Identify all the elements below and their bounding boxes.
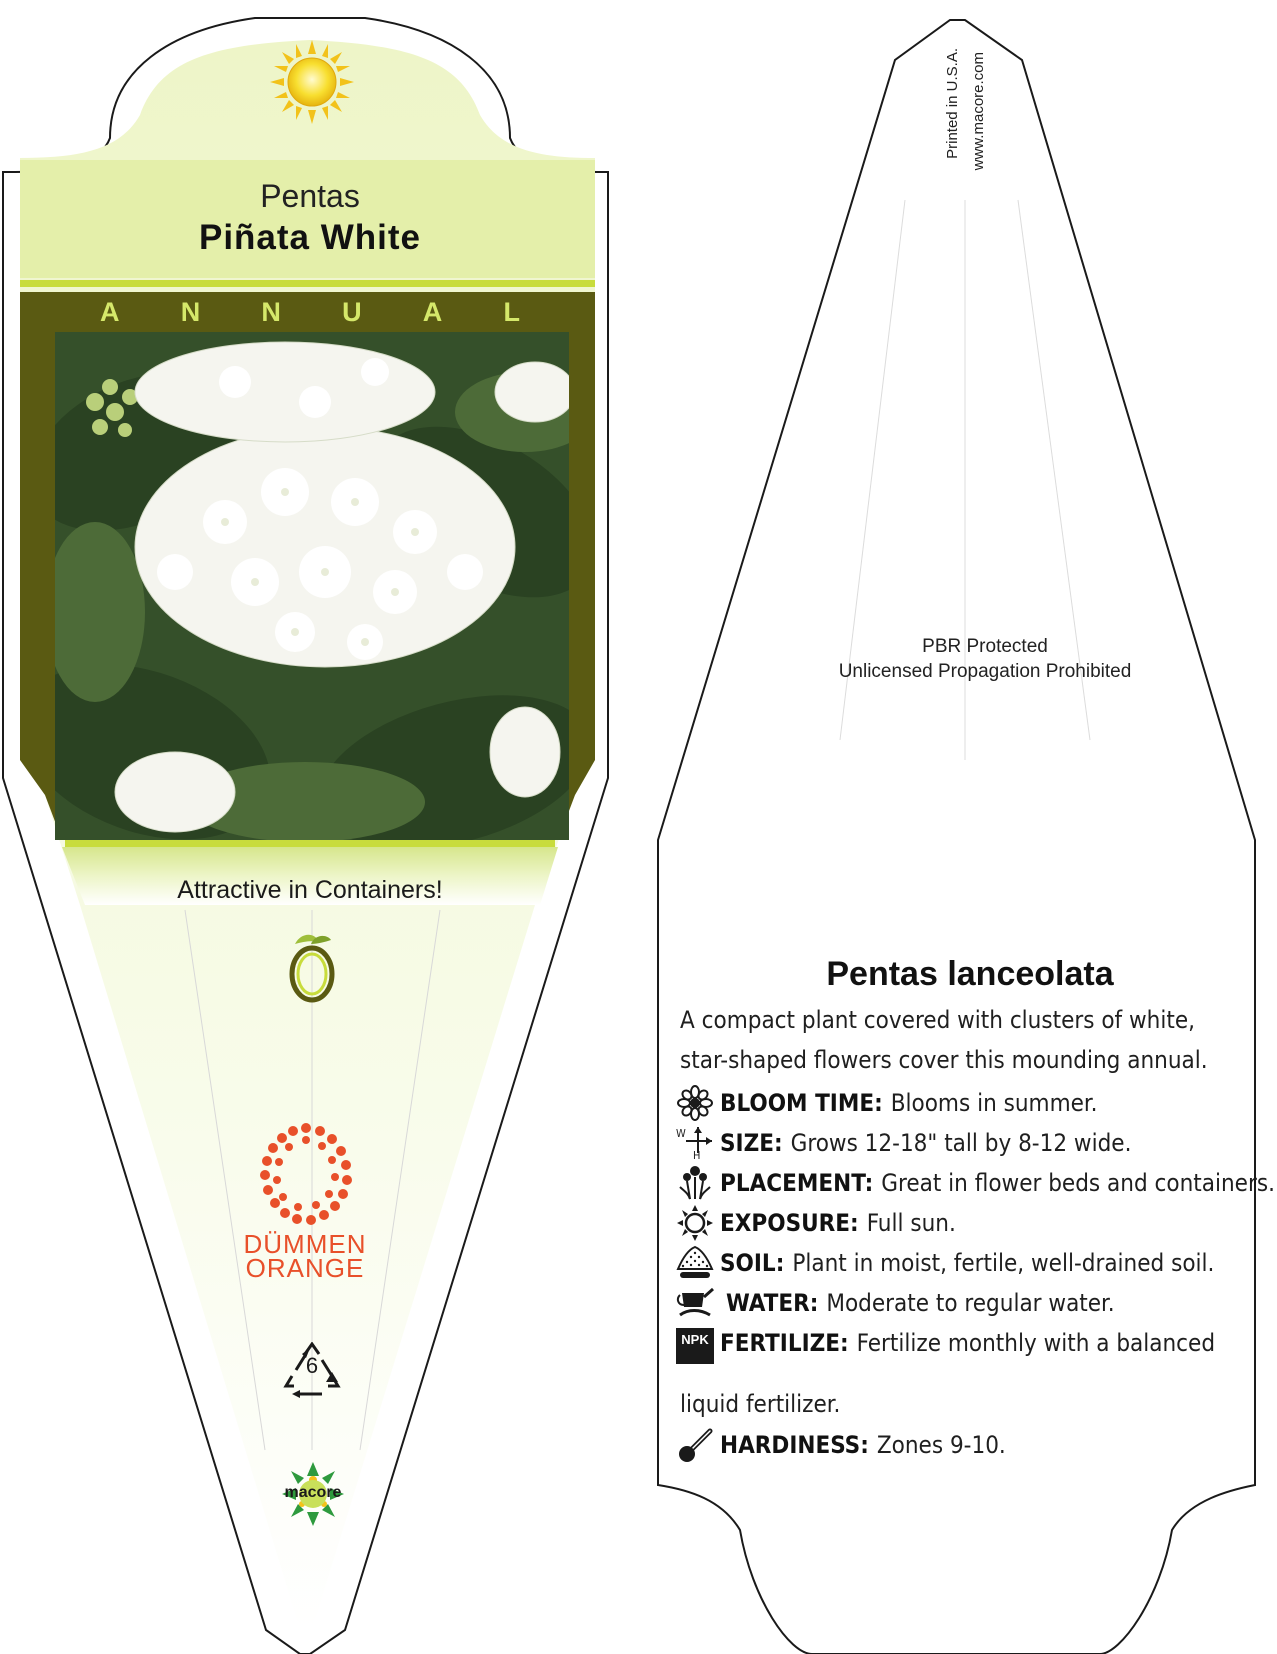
pbr-line2: Unlicensed Propagation Prohibited bbox=[838, 661, 1132, 682]
npk-icon: NPK bbox=[676, 1328, 714, 1364]
website-label: www.macore.com bbox=[970, 52, 987, 171]
care-label: FERTILIZE: bbox=[720, 1329, 849, 1357]
care-row-bloom bbox=[676, 1083, 1097, 1123]
flower-icon bbox=[676, 1085, 714, 1121]
care-text: Moderate to regular water. bbox=[826, 1289, 1115, 1317]
care-label: BLOOM TIME: bbox=[720, 1089, 883, 1117]
recycle-number: 6 bbox=[305, 1353, 319, 1378]
scientific-name: Pentas lanceolata bbox=[826, 955, 1114, 993]
macore-logo-text: macore bbox=[284, 1484, 342, 1501]
care-label: SOIL: bbox=[720, 1249, 785, 1277]
category-letter: U bbox=[342, 297, 362, 327]
category-letter: A bbox=[100, 297, 120, 327]
care-text: Blooms in summer. bbox=[890, 1089, 1098, 1117]
size-icon-h: H bbox=[693, 1149, 701, 1162]
watering-can-icon bbox=[676, 1285, 714, 1321]
plant-genus: Pentas bbox=[260, 178, 360, 214]
care-label: HARDINESS: bbox=[720, 1431, 869, 1459]
thermometer-icon bbox=[676, 1427, 714, 1463]
care-row-size bbox=[676, 1123, 1131, 1163]
brand-name-text: DÜMMEN ORANGE bbox=[243, 1229, 367, 1283]
care-label: WATER: bbox=[726, 1289, 819, 1317]
category-letter: N bbox=[180, 297, 201, 327]
care-text: Great in flower beds and containers. bbox=[881, 1169, 1275, 1197]
sun-outline-icon bbox=[676, 1205, 714, 1241]
care-row-soil bbox=[676, 1243, 1214, 1283]
care-text: Zones 9-10. bbox=[876, 1431, 1006, 1459]
category-letter: N bbox=[261, 297, 281, 327]
size-arrows-icon bbox=[676, 1125, 714, 1161]
care-label: SIZE: bbox=[720, 1129, 783, 1157]
size-icon-w: W bbox=[676, 1127, 686, 1140]
care-label: PLACEMENT: bbox=[720, 1169, 874, 1197]
care-row-water bbox=[676, 1283, 1115, 1323]
care-label: EXPOSURE: bbox=[720, 1209, 859, 1237]
printed-in-label: Printed in U.S.A. bbox=[944, 48, 961, 159]
description-line: A compact plant covered with clusters of white, bbox=[680, 1006, 1195, 1034]
category-letter: A bbox=[422, 297, 443, 327]
care-text: Full sun. bbox=[866, 1209, 956, 1237]
care-row-placement bbox=[676, 1163, 1275, 1203]
pbr-notice bbox=[760, 634, 1210, 684]
category-letter: L bbox=[503, 297, 520, 327]
care-row-hardiness bbox=[676, 1425, 1006, 1465]
soil-icon bbox=[676, 1245, 714, 1281]
pbr-line1: PBR Protected bbox=[922, 636, 1048, 657]
description-line: star-shaped flowers cover this mounding annual. bbox=[680, 1046, 1208, 1074]
tagline: Attractive in Containers! bbox=[177, 876, 443, 904]
description bbox=[680, 1000, 1208, 1080]
fertilize-continued: liquid fertilizer. bbox=[680, 1390, 841, 1418]
flower-bed-icon bbox=[676, 1165, 714, 1201]
care-text: Plant in moist, fertile, well-drained soil. bbox=[792, 1249, 1215, 1277]
care-text: Grows 12-18" tall by 8-12 wide. bbox=[790, 1129, 1132, 1157]
plant-variety: Piñata White bbox=[198, 218, 422, 257]
care-row-fertilize bbox=[676, 1323, 1215, 1363]
care-row-exposure bbox=[676, 1203, 956, 1243]
care-text: Fertilize monthly with a balanced bbox=[856, 1329, 1216, 1357]
